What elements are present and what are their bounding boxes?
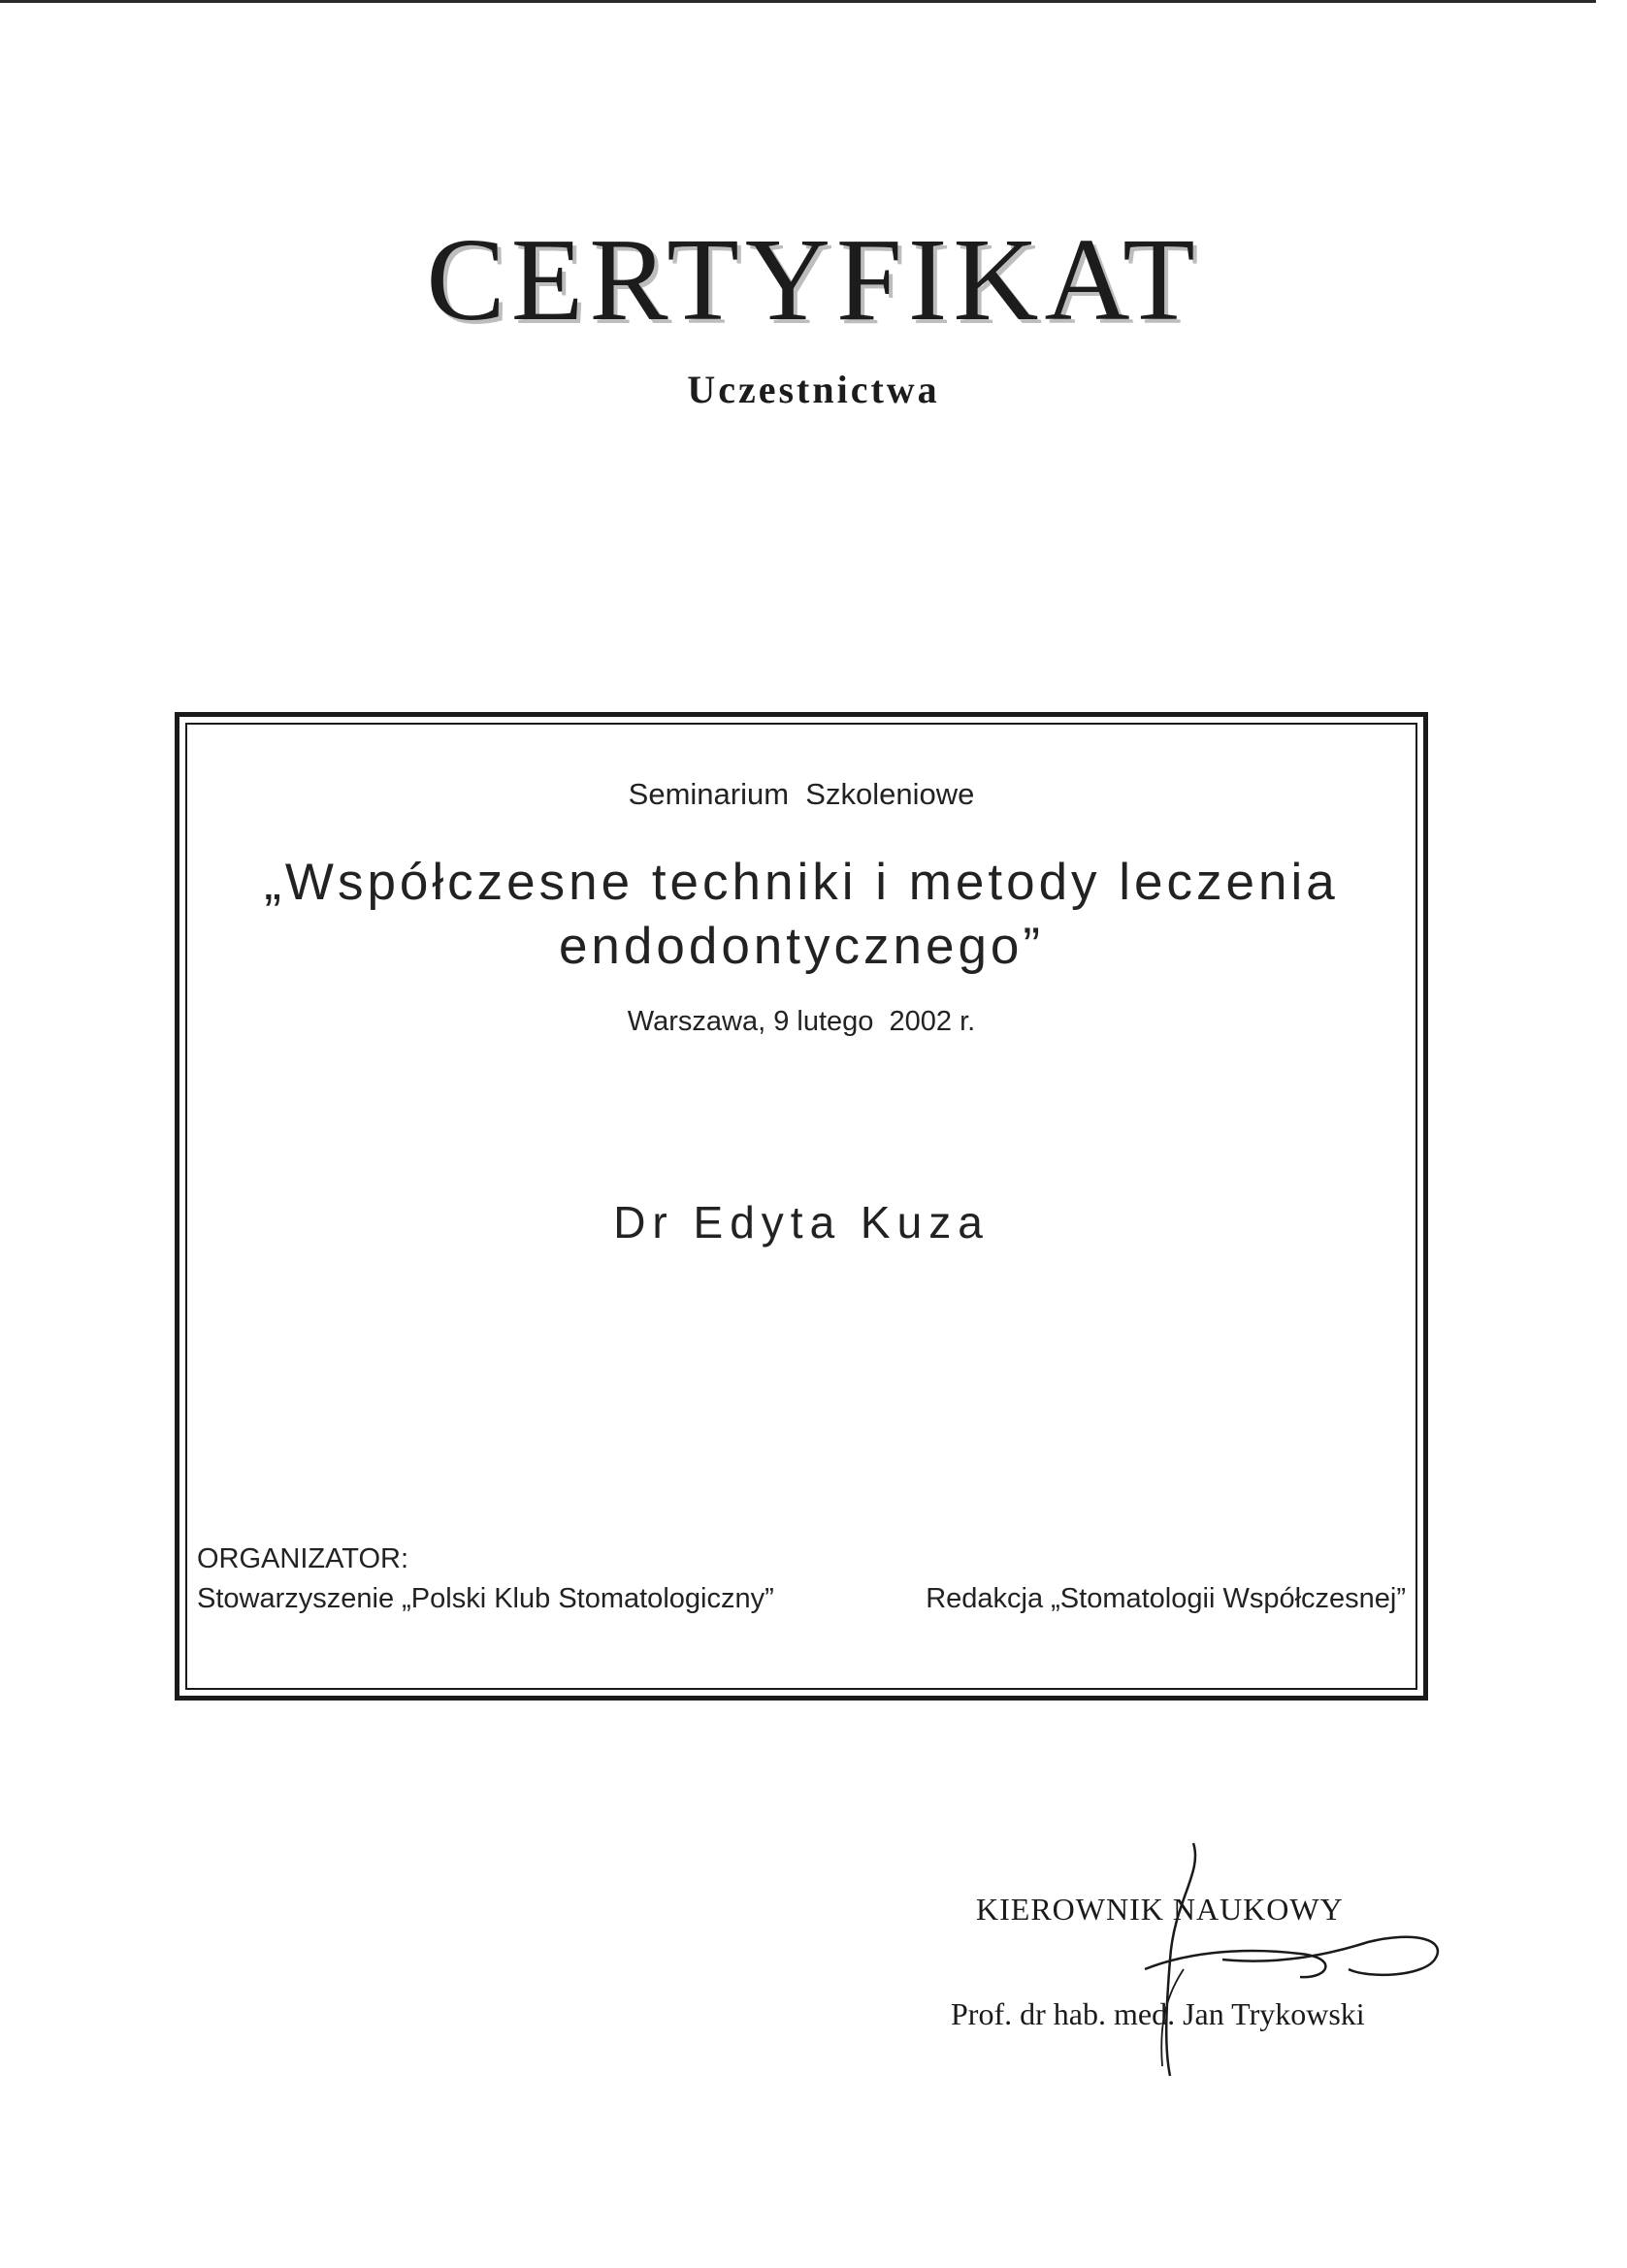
- editorial-name: Redakcja „Stomatologii Współczesnej”: [926, 1583, 1406, 1614]
- organizer-label: ORGANIZATOR:: [197, 1543, 409, 1574]
- certificate-frame: [175, 712, 1428, 1701]
- certificate-title: CERTYFIKAT: [426, 214, 1201, 345]
- scan-top-edge: [0, 0, 1596, 3]
- signature-role: KIEROWNIK NAUKOWY: [976, 1892, 1344, 1927]
- participant-name: Dr Edyta Kuza: [613, 1197, 990, 1247]
- seminar-title: „Współczesne techniki i metody leczenia endodontycznego”: [264, 854, 1339, 975]
- certificate-subtitle: Uczestnictwa: [687, 368, 940, 411]
- handwritten-signature-icon: [1106, 1833, 1455, 2086]
- place-date: Warszawa, 9 lutego 2002 r.: [627, 1006, 976, 1037]
- seminar-type: Seminarium Szkoleniowe: [628, 777, 975, 811]
- organizer-name: Stowarzyszenie „Polski Klub Stomatologiczny”: [197, 1583, 774, 1614]
- signatory-name: Prof. dr hab. med. Jan Trykowski: [951, 1996, 1365, 2031]
